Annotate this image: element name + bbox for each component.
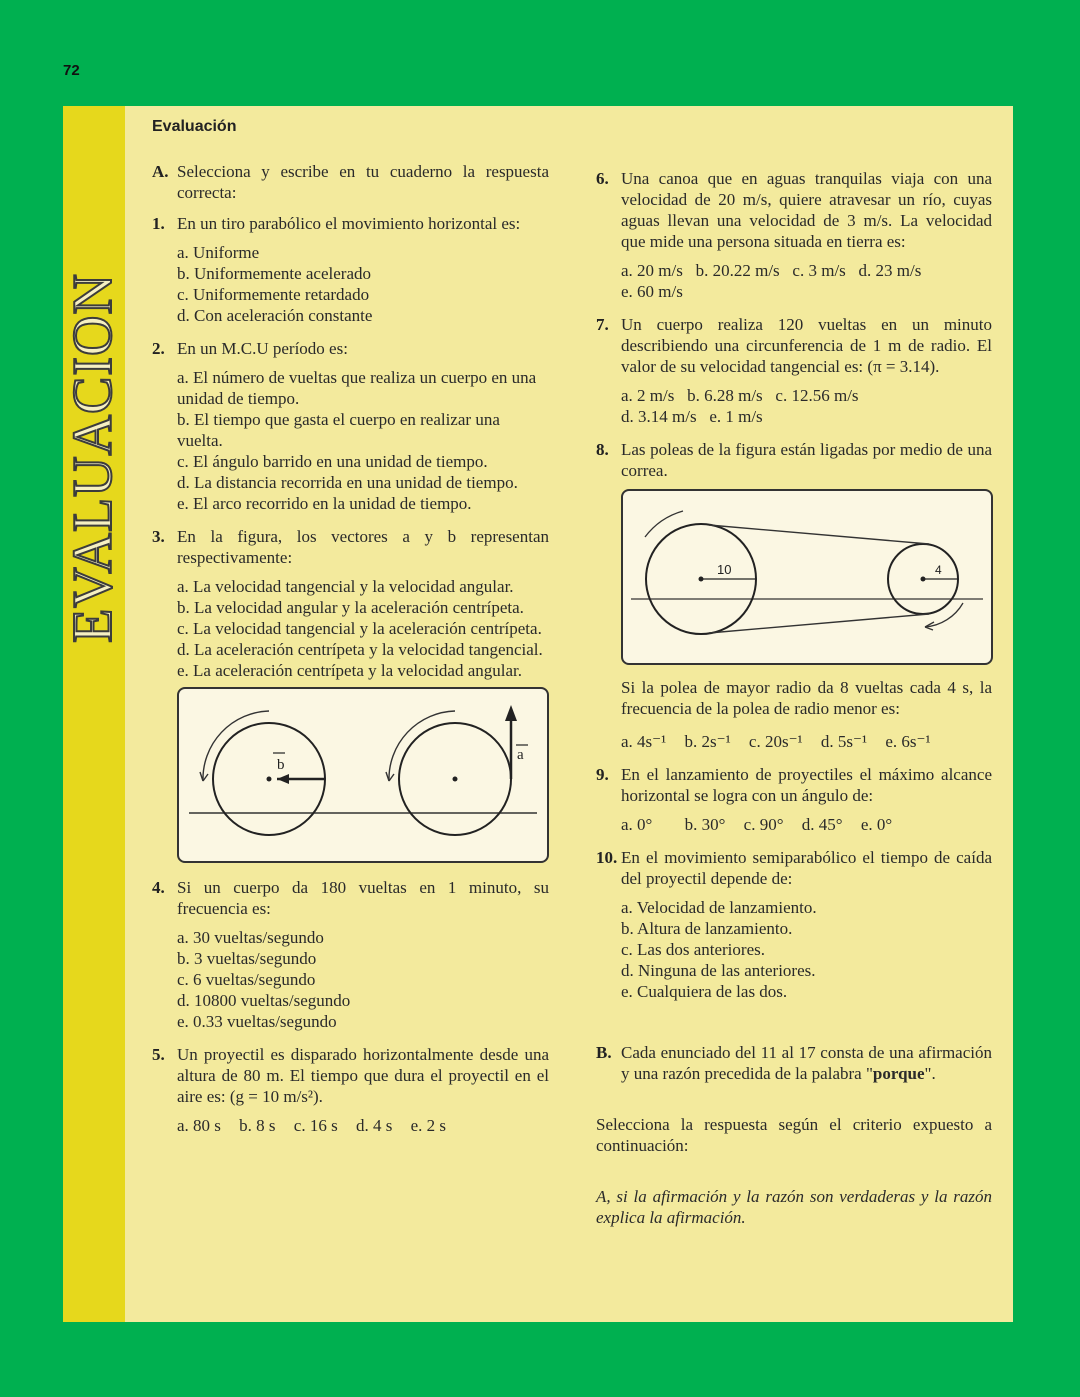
option: d. 5s⁻¹ [820,732,868,751]
option: c. 16 s [293,1116,338,1135]
question-number: 5. [152,1045,165,1064]
option: d. La aceleración centrípeta y la velocidad tangencial. [177,640,543,659]
option: a. 30 vueltas/segundo [177,928,324,947]
question-text: En la figura, los vectores a y b representan respectivamente: [177,527,549,567]
option: c. 90° [743,815,784,834]
option: c. La velocidad tangencial y la aceleración centrípeta. [177,619,542,638]
option: d. 4 s [355,1116,393,1135]
evaluation-sheet [63,106,1013,1322]
question-1 [152,213,549,234]
option: b. 8 s [239,1116,276,1135]
question-6-options [596,260,992,302]
question-number: 2. [152,339,165,358]
option: d. Ninguna de las anteriores. [621,961,816,980]
option: a. Uniforme [177,243,260,262]
option: e. Cualquiera de las dos. [621,982,788,1001]
option: d. 3.14 m/s [621,407,697,426]
left-column [152,116,549,1148]
option: d. La distancia recorrida en una unidad de tiempo. [177,473,518,492]
option: b. 6.28 m/s [687,386,763,405]
option: c. Uniformemente retardado [177,285,370,304]
section-a-letter: A. [152,162,169,181]
option: a. La velocidad tangencial y la velocidad angular. [177,577,514,596]
question-7-options [596,385,992,427]
question-text: En un tiro parabólico el movimiento horizontal es: [177,214,521,233]
question-7 [596,314,992,377]
option: e. 2 s [410,1116,447,1135]
question-number: 7. [596,315,609,334]
section-b-text-before: Cada enunciado del 11 al 17 consta de una afirmación y una razón precedida de la palabra " [621,1043,992,1083]
left-circle-center [267,777,272,782]
question-9-options [596,814,992,835]
option: c. 20s⁻¹ [748,732,803,751]
question-8-options [596,731,992,752]
question-10 [596,847,992,889]
option: b. Uniformemente acelerado [177,264,371,283]
vector-b-arrowhead-icon [277,774,289,784]
option: c. El ángulo barrido en una unidad de tiempo. [177,452,488,471]
arrowhead-icon [386,772,394,781]
vector-b-label: b [277,757,285,773]
question-text: En el lanzamiento de proyectiles el máximo alcance horizontal se logra con un ángulo de: [621,765,992,805]
question-number: 3. [152,527,165,546]
option: e. 1 m/s [709,407,763,426]
question-text: Un cuerpo realiza 120 vueltas en un minuto describiendo una circunferencia de 1 m de radio. El valor de su velocidad tangencial es: (π = 3.14). [621,315,992,376]
option: b. La velocidad angular y la aceleración centrípeta. [177,598,524,617]
option: e. El arco recorrido en la unidad de tiempo. [177,494,472,513]
section-b-instruction: Selecciona la respuesta según el criterio expuesto a continuación: [596,1115,992,1155]
pulleys-diagram [623,491,991,663]
question-5 [152,1044,549,1107]
question-1-options [152,242,549,326]
question-text: Una canoa que en aguas tranquilas viaja con una velocidad de 20 m/s, quiere atravesar un río, cuyas aguas llevan una velocidad de 3 m/s. La velocidad que mide una persona situada en tierra es: [621,169,992,251]
option: d. 45° [801,815,843,834]
question-text: En el movimiento semiparabólico el tiempo de caída del proyectil depende de: [621,848,992,888]
question-3 [152,526,549,568]
question-text: Un proyectil es disparado horizontalmente desde una altura de 80 m. El tiempo que dura el proyectil en el aire es: (g = 10 m/s²). [177,1045,549,1106]
option: d. 10800 vueltas/segundo [177,991,351,1010]
question-number: 4. [152,878,165,897]
question-4-options [152,927,549,1032]
option: c. 12.56 m/s [775,386,859,405]
vectors-diagram [179,689,547,861]
question-text: Si un cuerpo da 180 vueltas en 1 minuto, su frecuencia es: [177,878,549,918]
option: a. 4s⁻¹ [621,732,667,751]
side-label: EVALUACION [62,273,124,643]
question-2-options [152,367,549,514]
option: d. 23 m/s [858,261,922,280]
question-text: Las poleas de la figura están ligadas por medio de una correa. [621,440,992,480]
page-number: 72 [63,62,80,79]
option: a. 20 m/s [621,261,683,280]
option-row [621,385,992,406]
question-text: En un M.C.U período es: [177,339,348,358]
option: b. El tiempo que gasta el cuerpo en realizar una vuelta. [177,410,500,450]
vector-a-label: a [517,747,524,763]
question-9 [596,764,992,806]
question-6 [596,168,992,252]
option: e. 0° [860,815,893,834]
option-row [621,406,992,427]
option: a. 2 m/s [621,386,675,405]
option: a. Velocidad de lanzamiento. [621,898,817,917]
small-radius-label: 4 [935,563,942,577]
option: a. 80 s [177,1116,221,1135]
option: e. 60 m/s [621,282,683,301]
right-circle-center [453,777,458,782]
option: d. Con aceleración constante [177,306,373,325]
option: c. 6 vueltas/segundo [177,970,316,989]
vector-a-arrowhead-icon [505,705,517,721]
side-strip [63,106,125,1322]
pulleys-figure [621,489,993,665]
large-radius-label: 10 [717,562,732,577]
criterion-a: A, si la afirmación y la razón son verdaderas y la razón explica la afirmación. [596,1187,992,1227]
option-row [621,260,992,281]
question-5-options [152,1115,549,1136]
option: a. 0° [621,815,653,834]
question-8 [596,439,992,481]
question-number: 9. [596,765,609,784]
section-heading: Evaluación [152,118,237,135]
question-10-options [596,897,992,1002]
section-b-text-after: ". [924,1064,936,1083]
option: b. 20.22 m/s [695,261,780,280]
question-2 [152,338,549,359]
question-number: 6. [596,169,609,188]
section-a [152,161,549,203]
vectors-figure [177,687,549,863]
option: c. 3 m/s [792,261,846,280]
arrowhead-icon [200,772,208,781]
option: c. Las dos anteriores. [621,940,765,959]
section-a-text: Selecciona y escribe en tu cuaderno la respuesta correcta: [177,162,549,202]
section-b-letter: B. [596,1043,612,1062]
option: b. 2s⁻¹ [684,732,731,751]
option: e. 6s⁻¹ [885,732,931,751]
question-4 [152,877,549,919]
right-column [596,168,992,1240]
section-b-keyword: porque [872,1064,925,1083]
question-number: 8. [596,440,609,459]
large-rotation-arc [645,511,683,537]
option: e. 0.33 vueltas/segundo [177,1012,337,1031]
option: b. Altura de lanzamiento. [621,919,793,938]
question-8-text2: Si la polea de mayor radio da 8 vueltas cada 4 s, la frecuencia de la polea de radio menor es: [621,678,992,718]
option: a. El número de vueltas que realiza un cuerpo en una unidad de tiempo. [177,368,537,408]
question-number: 1. [152,214,165,233]
question-3-options [152,576,549,681]
option: e. La aceleración centrípeta y la velocidad angular. [177,661,523,680]
option: b. 30° [684,815,726,834]
section-b [596,1042,992,1084]
question-number: 10. [596,848,618,867]
option: b. 3 vueltas/segundo [177,949,317,968]
